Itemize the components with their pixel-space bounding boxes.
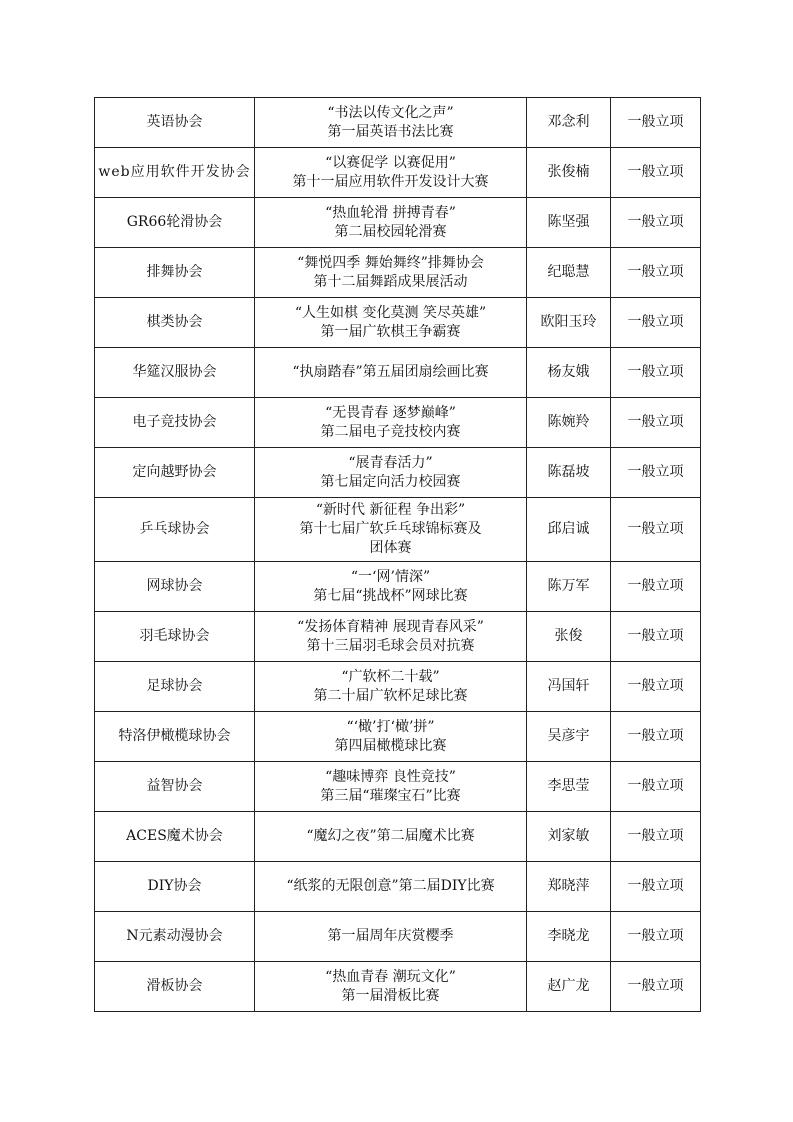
person-cell: 纪聪慧 xyxy=(527,248,611,298)
association-cell: web应用软件开发协会 xyxy=(95,148,255,198)
event-line: 第十一届应用软件开发设计大赛 xyxy=(292,173,489,190)
event-line: 第一届滑板比赛 xyxy=(341,987,440,1004)
event-line: “‘橄’打‘橄’拼” xyxy=(346,718,435,735)
association-cell: 特洛伊橄榄球协会 xyxy=(95,712,255,762)
person-cell: 张俊楠 xyxy=(527,148,611,198)
event-cell xyxy=(255,762,527,812)
level-cell: 一般立项 xyxy=(611,398,701,448)
table-row xyxy=(95,862,701,912)
event-cell xyxy=(255,862,527,912)
event-line: “广软杯二十载” xyxy=(341,668,440,685)
event-line: “魔幻之夜”第二届魔术比赛 xyxy=(306,828,475,844)
table-row xyxy=(95,98,701,148)
event-cell xyxy=(255,148,527,198)
table-row xyxy=(95,398,701,448)
person-cell: 郑晓萍 xyxy=(527,862,611,912)
association-cell: ACES魔术协会 xyxy=(95,812,255,862)
event-line: “新时代 新征程 争出彩” xyxy=(315,502,466,518)
person-cell: 赵广龙 xyxy=(527,962,611,1012)
level-cell: 一般立项 xyxy=(611,812,701,862)
association-cell: GR66轮滑协会 xyxy=(95,198,255,248)
table-row xyxy=(95,662,701,712)
level-cell: 一般立项 xyxy=(611,612,701,662)
event-line: “发扬体育精神 展现青春风采” xyxy=(297,618,484,635)
table-row xyxy=(95,912,701,962)
person-cell: 邱启诚 xyxy=(527,498,611,562)
association-cell: DIY协会 xyxy=(95,862,255,912)
association-cell: 英语协会 xyxy=(95,98,255,148)
table-row xyxy=(95,298,701,348)
person-cell: 邓念利 xyxy=(527,98,611,148)
event-line: 第一届英语书法比赛 xyxy=(327,123,454,140)
level-cell: 一般立项 xyxy=(611,348,701,398)
level-cell: 一般立项 xyxy=(611,148,701,198)
level-cell: 一般立项 xyxy=(611,712,701,762)
event-line: “一‘网’情深” xyxy=(350,568,431,585)
table-row xyxy=(95,148,701,198)
table-row xyxy=(95,348,701,398)
person-cell: 欧阳玉玲 xyxy=(527,298,611,348)
level-cell: 一般立项 xyxy=(611,862,701,912)
event-line: “以赛促学 以赛促用” xyxy=(325,154,456,171)
person-cell: 陈磊坡 xyxy=(527,448,611,498)
level-cell: 一般立项 xyxy=(611,762,701,812)
person-cell: 陈坚强 xyxy=(527,198,611,248)
table-row xyxy=(95,562,701,612)
event-line: 第十二届舞蹈成果展活动 xyxy=(313,273,468,290)
event-cell xyxy=(255,562,527,612)
association-cell: 羽毛球协会 xyxy=(95,612,255,662)
table-row xyxy=(95,962,701,1012)
event-cell xyxy=(255,962,527,1012)
level-cell: 一般立项 xyxy=(611,298,701,348)
level-cell: 一般立项 xyxy=(611,198,701,248)
event-cell xyxy=(255,662,527,712)
event-cell xyxy=(255,448,527,498)
association-cell: 益智协会 xyxy=(95,762,255,812)
level-cell: 一般立项 xyxy=(611,662,701,712)
person-cell: 李晓龙 xyxy=(527,912,611,962)
person-cell: 吴彦宇 xyxy=(527,712,611,762)
event-line: 第一届广软棋王争霸赛 xyxy=(320,323,461,340)
event-cell xyxy=(255,612,527,662)
event-cell xyxy=(255,812,527,862)
event-line: 第二届电子竞技校内赛 xyxy=(320,423,461,440)
table-row xyxy=(95,612,701,662)
person-cell: 李思莹 xyxy=(527,762,611,812)
event-cell xyxy=(255,398,527,448)
event-cell xyxy=(255,298,527,348)
table-row xyxy=(95,448,701,498)
person-cell: 张俊 xyxy=(527,612,611,662)
level-cell: 一般立项 xyxy=(611,448,701,498)
person-cell: 陈万军 xyxy=(527,562,611,612)
event-line: 第三届“璀璨宝石”比赛 xyxy=(320,787,461,804)
event-line: 第十七届广软乒乓球锦标赛及 xyxy=(299,521,482,537)
association-cell: 定向越野协会 xyxy=(95,448,255,498)
event-line: “热血轮滑 拼搏青春” xyxy=(325,204,456,221)
person-cell: 冯国轩 xyxy=(527,662,611,712)
event-line: 第二届校园轮滑赛 xyxy=(334,223,447,240)
event-line: 第二十届广软杯足球比赛 xyxy=(313,687,468,704)
level-cell: 一般立项 xyxy=(611,248,701,298)
association-cell: 滑板协会 xyxy=(95,962,255,1012)
event-cell xyxy=(255,248,527,298)
table-body xyxy=(95,98,701,1012)
event-line: 团体赛 xyxy=(369,540,412,556)
event-cell xyxy=(255,98,527,148)
event-cell xyxy=(255,498,527,562)
level-cell: 一般立项 xyxy=(611,98,701,148)
event-cell xyxy=(255,348,527,398)
event-cell xyxy=(255,198,527,248)
person-cell: 杨友娥 xyxy=(527,348,611,398)
table-row xyxy=(95,498,701,562)
table-row xyxy=(95,248,701,298)
event-line: 第十三届羽毛球会员对抗赛 xyxy=(306,637,475,654)
table-row xyxy=(95,812,701,862)
event-line: “舞悦四季 舞始舞终”排舞协会 xyxy=(297,254,484,271)
event-line: 第四届橄榄球比赛 xyxy=(334,737,447,754)
event-line: “无畏青春 逐梦巅峰” xyxy=(325,404,456,421)
association-cell: N元素动漫协会 xyxy=(95,912,255,962)
person-cell: 陈婉羚 xyxy=(527,398,611,448)
project-approval-table xyxy=(94,97,701,1012)
association-cell: 棋类协会 xyxy=(95,298,255,348)
association-cell: 乒乓球协会 xyxy=(95,498,255,562)
event-line: “趣味博弈 良性竞技” xyxy=(325,768,456,785)
level-cell: 一般立项 xyxy=(611,498,701,562)
event-line: “人生如棋 变化莫测 笑尽英雄” xyxy=(294,304,487,321)
event-line: “执扇踏春”第五届团扇绘画比赛 xyxy=(292,364,489,380)
table-row xyxy=(95,762,701,812)
table-row xyxy=(95,198,701,248)
association-cell: 排舞协会 xyxy=(95,248,255,298)
table-row xyxy=(95,712,701,762)
event-cell xyxy=(255,912,527,962)
event-line: “纸浆的无限创意”第二届DIY比赛 xyxy=(286,878,495,894)
event-line: “书法以传文化之声” xyxy=(327,104,454,121)
level-cell: 一般立项 xyxy=(611,912,701,962)
event-line: 第七届“挑战杯”网球比赛 xyxy=(313,587,468,604)
event-cell xyxy=(255,712,527,762)
event-line: 第一届周年庆赏樱季 xyxy=(327,928,454,944)
association-cell: 网球协会 xyxy=(95,562,255,612)
person-cell: 刘家敏 xyxy=(527,812,611,862)
association-cell: 华筵汉服协会 xyxy=(95,348,255,398)
association-cell: 足球协会 xyxy=(95,662,255,712)
event-line: “展青春活力” xyxy=(348,454,433,471)
level-cell: 一般立项 xyxy=(611,962,701,1012)
association-cell: 电子竞技协会 xyxy=(95,398,255,448)
event-line: “热血青春 潮玩文化” xyxy=(325,968,456,985)
event-line: 第七届定向活力校园赛 xyxy=(320,473,461,490)
level-cell: 一般立项 xyxy=(611,562,701,612)
